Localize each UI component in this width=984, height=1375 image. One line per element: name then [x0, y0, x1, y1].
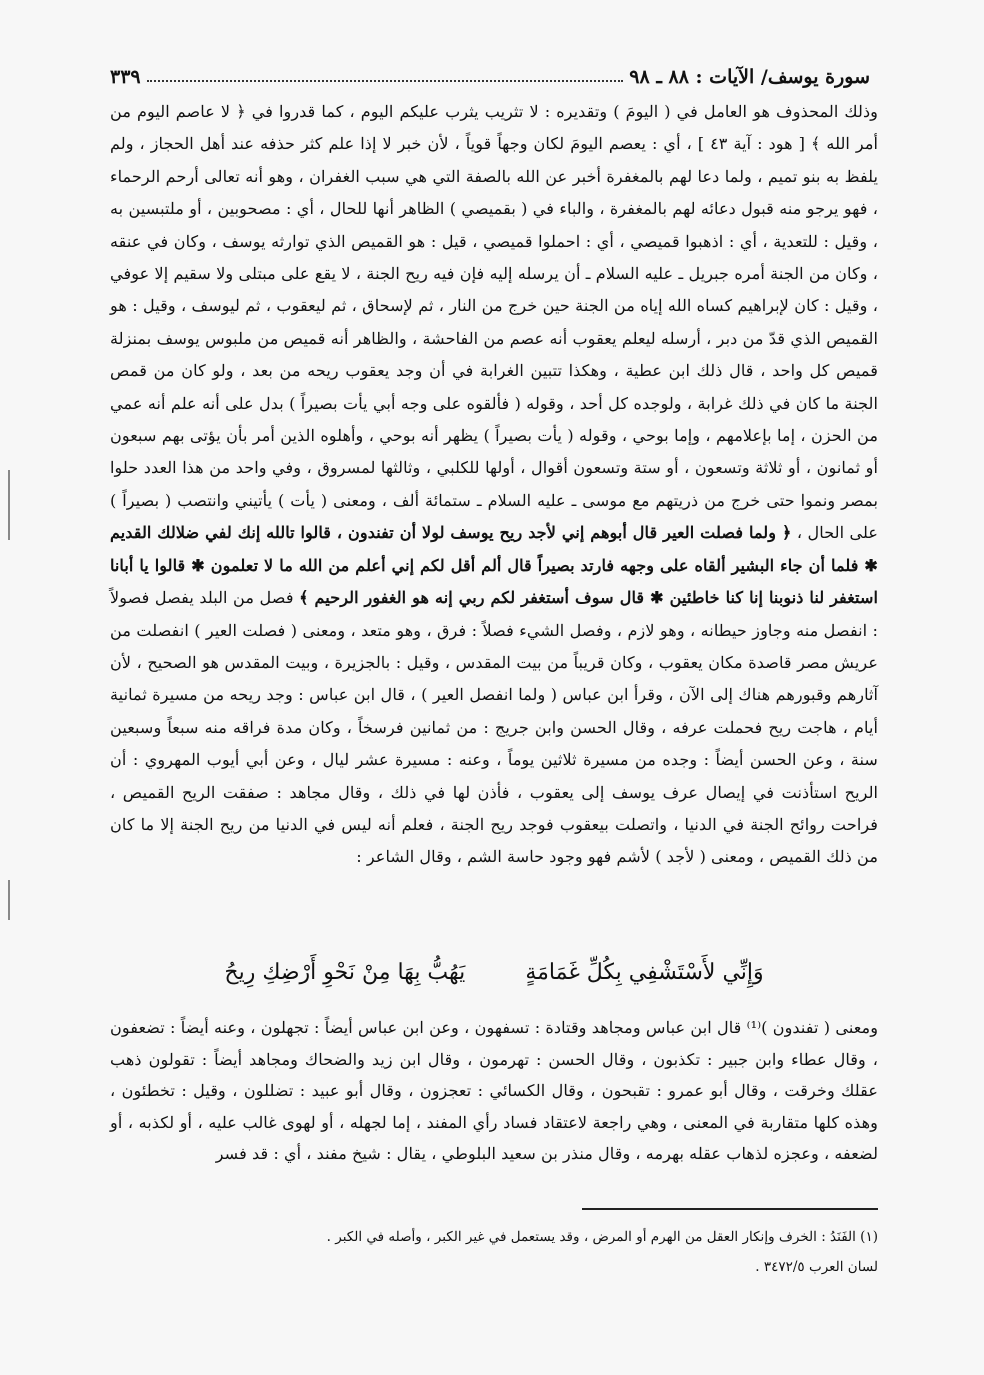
- main-paragraph: ومعنى ( تفندون )⁽¹⁾ قال ابن عباس ومجاهد وقتادة : تسفهون ، وعن ابن عباس أيضاً : تجهلون ، وعنه أيضاً : تضعفون ، وقال عطاء وابن جبير : تكذبون ، وقال الحسن : تهرمون ، وقال ابن زيد والضحاك ومجاهد أيضاً : تقولون ذهب عقلك وخرقت ، وقال أبو عمرو : تقبحون ، وقال الكسائي : تعجزون ، وقال أبو عبيد : تضللون ، وقيل : تخطئون ، وهذه كلها متقاربة في المعنى ، وهي راجعة لاعتقاد فساد رأي المفند ، إما لجهله ، أو لهوى غالب عليه ، أو لكذبه ، أو لضعفه ، وعجزه لذهاب عقله بهرمه ، وقال منذر بن سعيد البلوطي ، يقال : شيخ مفند ، أي : قد فسر: [110, 1018, 879, 1163]
- paragraph-text: وذلك المحذوف هو العامل في ( اليومَ ) وتقديره : لا تثريب يثرب عليكم اليوم ، كما قدروا في ﴿ لا عاصم اليوم من أمر الله ﴾ [ هود : آية ٤٣ ] ، أي : يعصم اليومَ لكان وجهاً قوياً ، لأن خبر لا إذا علم كثر حذفه عند أهل الحجاز ، ولم يلفظ به بنو تميم ، ولما دعا لهم بالمغفرة أخبر عن الله بالصفة التي هي سبب الغفران ، وهو أنه تعالى أرحم الرحماء ، فهو يرجو منه قبول دعائه لهم بالمغفرة ، والباء في ( بقميصي ) الظاهر أنها للحال ، أي : مصحوبين ، أو ملتبسين به ، وقيل : للتعدية ، أي : اذهبوا قميصي ، أي : احملوا قميصي ، قيل : هو القميص الذي توارثه يوسف ، وكان في عنقه ، وكان من الجنة أمره جبريل ـ عليه السلام ـ أن يرسله إليه فإن فيه ريح الجنة ، لا يقع على مبتلى ولا سقيم إلا عوفي ، وقيل : كان لإبراهيم كساه الله إياه من الجنة حين خرج من النار ، ثم لإسحاق ، ثم ليعقوب ، ثم ليوسف ، وقيل : هو القميص الذي قدّ من دبر ، أرسله ليعلم يعقوب أنه عصم من الفاحشة ، والظاهر أنه قميص من ملبوس يوسف بمنزلة قميص كل واحد ، قال ذلك ابن عطية ، وهكذا تتبين الغرابة في أن وجد يعقوب ريحه من بعد ، ولو كان من قمص الجنة ما كان في ذلك غرابة ، ولوجده كل أحد ، وقوله ( فألقوه على وجه أبي يأت بصيراً ) بدل على أنه علم أنه عمي من الحزن ، إما بإعلامهم ، وإما بوحي ، وقوله ( يأت بصيراً ) يظهر أنه بوحي ، وأهلوه الذين أمر بأن يؤتى بهم سبعون أو ثمانون ، أو ثلاثة وتسعون ، أو ستة وتسعون أقوال ، أولها للكلبي ، وثالثها لمسروق ، وفي واحد من هذا العدد حلوا بمصر ونموا حتى خرج من ذريتهم مع موسى ـ عليه السلام ـ ستمائة ألف ، ومعنى ( يأت ) يأتيني وانتصب ( بصيراً ) على الحال ،: [110, 102, 878, 543]
- scan-margin-mark: [8, 880, 10, 920]
- paragraph-text: فصل من البلد يفصل فصولاً : انفصل منه وجاوز حيطانه ، وهو لازم ، وفصل الشيء فصلاً : فرق ، وهو متعد ، ومعنى ( فصلت العير ) انفصلت من عريش مصر قاصدة مكان يعقوب ، وكان قريباً من بيت المقدس ، وقيل : بالجزيرة ، وبيت المقدس هو الصحيح ، لأن آثارهم وقبورهم هناك إلى الآن ، وقرأ ابن عباس ( ولما انفصل العير ) ، قال ابن عباس : وجد ريحه من مسيرة ثمانية أيام ، هاجت ريح فحملت عرفه ، وقال الحسن وابن جريج : من ثمانين فرسخاً ، وكان مدة فراقه منه سبعاً وسبعين سنة ، وعن الحسن أيضاً : وجده من مسيرة ثلاثين يوماً ، وعنه : مسيرة عشر ليال ، وعن أبي أيوب المهروي : أن الريح استأذنت في إيصال عرف يوسف إلى يعقوب ، فأذن لها في ذلك ، وقال مجاهد : صفقت الريح القميص ، فراحت روائح الجنة في الدنيا ، واتصلت بيعقوب فوجد ريح الجنة ، فعلم أنه ليس في الدنيا من ريح الجنة إلا ما كان من ذلك القميص ، ومعنى ( لأجد ) لأشم فهو وجود حاسة الشم ، وقال الشاعر :: [110, 588, 878, 867]
- quranic-verse: ﴿ ولما فصلت العير قال أبوهم إني لأجد ريح يوسف لولا أن تفندون ، قالوا تالله إنك لفي ضلالك القديم ✱ فلما أن جاء البشير ألقاه على وجهه فارتد بصيراً قال ألم أقل لكم إني أعلم من الله ما لا تعلمون ✱ قالوا يا أبانا استغفر لنا ذنوبنا إنا كنا خاطئين ✱ قال سوف أستغفر لكم ربي إنه هو الغفور الرحيم ﴾: [110, 523, 879, 608]
- main-text: [110, 96, 878, 874]
- main-text-continued: [110, 1012, 878, 1170]
- poem-hemistich-second: يَهُبُّ بِهَا مِنْ نَحْوِ أَرْضِكِ رِيحُ: [224, 960, 466, 985]
- page-number: ٣٣٩: [110, 66, 141, 88]
- poem-hemistich-first: وَإِنِّي لأَسْتَشْفِي بِكُلِّ غَمَامَةٍ: [525, 960, 764, 985]
- main-paragraph: [110, 96, 878, 874]
- footnote-separator: [582, 1208, 878, 1210]
- header-dotted-leader: [147, 80, 624, 82]
- scan-margin-mark: [8, 470, 10, 540]
- running-title: سورة يوسف/ الآيات : ٨٨ ـ ٩٨: [629, 66, 870, 88]
- running-header: [110, 58, 870, 88]
- footnote-line: (١) الفَنَدُ : الخرف وإنكار العقل من الهرم أو المرض ، وقد يستعمل في غير الكبر ، وأصله في الكبر .: [326, 1229, 878, 1245]
- footnotes: [300, 1222, 878, 1282]
- poetry-verse: [110, 950, 878, 1000]
- footnote-line: لسان العرب ٣٤٧٢/٥ .: [755, 1259, 878, 1275]
